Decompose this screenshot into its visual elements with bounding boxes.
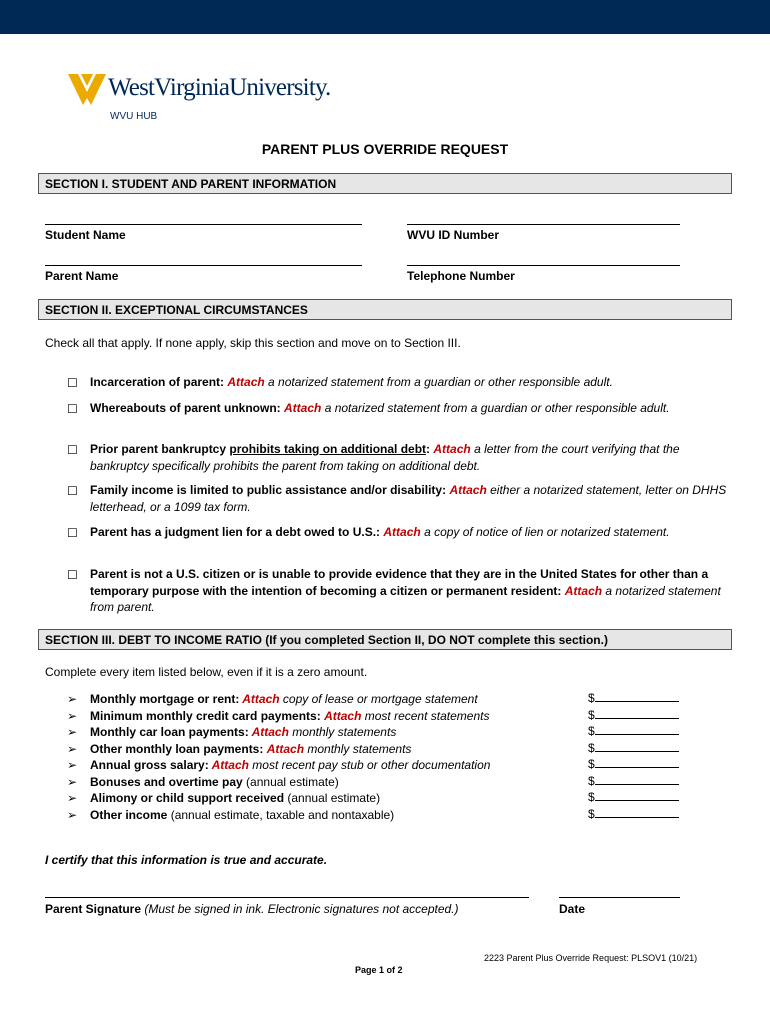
attach-description: a notarized statement from a guardian or other responsible adult. [321,401,670,415]
section-3-heading: SECTION III. DEBT TO INCOME RATIO (If you completed Section II, DO NOT complete this section.) [38,629,732,650]
section-3-instructions: Complete every item listed below, even if it is a zero amount. [45,665,368,679]
page-title: PARENT PLUS OVERRIDE REQUEST [261,141,509,157]
income-description: most recent statements [361,708,490,723]
separator: : [276,401,285,415]
form-id: 2223 Parent Plus Override Request: PLSOV1 (10/21) [484,953,698,963]
attach-label: Attach [564,583,603,598]
income-title: Alimony or child support received [90,791,285,805]
circumstance-item [67,524,731,541]
attach-label: Attach [208,758,249,772]
amount-blank[interactable] [595,790,679,801]
circumstance-title: Whereabouts of parent unknown [90,401,277,415]
section-2-heading: SECTION II. EXCEPTIONAL CIRCUMSTANCES [38,299,732,320]
amount-blank[interactable] [595,741,679,752]
circumstance-text [90,524,731,541]
amount-field[interactable] [588,807,679,821]
wvu-logo [68,70,331,130]
section-1-heading: SECTION I. STUDENT AND PARENT INFORMATION [38,173,732,194]
circumstance-text [90,400,731,417]
amount-field[interactable] [588,790,679,804]
attach-label: Attach [239,692,280,706]
attach-label: Attach [284,401,322,415]
attach-description: a copy of notice of lien or notarized statement. [420,525,670,539]
amount-field[interactable] [588,741,679,755]
page-number: Page 1 of 2 [355,965,403,975]
bullet-arrow-icon: ➢ [67,807,78,822]
income-title: Monthly car loan payments: [90,725,249,739]
dollar-sign: $ [588,790,595,804]
dollar-sign: $ [588,707,595,722]
attach-label: Attach [324,708,362,723]
separator: : [376,525,384,539]
bullet-arrow-icon: ➢ [67,708,78,723]
amount-blank[interactable] [595,807,679,818]
income-item [67,724,396,741]
attach-label: Attach [433,442,471,456]
attach-label: Attach [266,741,305,756]
checkbox[interactable]: ☐ [67,443,78,457]
amount-blank[interactable] [595,691,679,702]
income-title: Other monthly loan payments [90,741,260,756]
dollar-sign: $ [588,773,595,788]
bullet-arrow-icon: ➢ [67,725,78,739]
separator: : [316,708,325,723]
income-item [67,807,394,824]
amount-blank[interactable] [595,708,679,719]
income-item [67,774,339,791]
separator: : [259,741,267,756]
parent-name-line[interactable] [45,265,362,266]
certify-statement: I certify that this information is true and accurate. [45,853,328,867]
circumstance-title: Parent is not a U.S. citizen or is unable to provide evidence that they are in the United States for other than a temporary purpose with the intention of becoming a citizen or permanent resident: [90,567,709,598]
separator: : [426,442,434,456]
signature-label: Parent Signature (Must be signed in ink. Electronic signatures not accepted.) [45,902,459,916]
bullet-arrow-icon: ➢ [67,791,78,805]
income-title: Other income [90,807,168,822]
university-name: WestVirginiaUniversity. [108,74,331,101]
income-item [67,691,478,708]
amount-field[interactable] [588,708,679,722]
circumstance-title: Parent has a judgment lien for a debt owed to U.S. [90,525,377,539]
top-banner [0,0,770,34]
attach-label: Attach [449,483,487,497]
income-title: Minimum monthly credit card payments [90,708,317,723]
amount-blank[interactable] [595,724,679,735]
checkbox[interactable]: ☐ [67,568,78,582]
income-item [67,708,489,725]
wvu-hub-label: WVU HUB [110,111,158,122]
dollar-sign: $ [588,740,595,755]
bullet-arrow-icon: ➢ [67,692,78,706]
circumstance-item [67,482,731,515]
income-description: monthly statements [304,741,412,756]
checkbox[interactable]: ☐ [67,484,78,498]
circumstance-text [90,374,731,391]
section-2-instructions: Check all that apply. If none apply, skip this section and move on to Section III. [45,336,461,350]
circumstance-item [67,566,731,616]
circumstance-title: Family income is limited to public assistance and/or disability [90,483,443,497]
income-item [67,790,380,807]
attach-description: a notarized statement from a guardian or other responsible adult. [264,375,613,389]
circumstance-emphasis: prohibits taking on additional debt [229,442,427,456]
bullet-arrow-icon: ➢ [67,774,78,789]
separator: : [220,375,228,389]
attach-description: a notarized statement from parent. [90,583,721,614]
wvu-id-line[interactable] [407,224,680,225]
income-title: Monthly mortgage or rent: [90,692,240,706]
dollar-sign: $ [588,724,595,738]
income-item [67,741,411,758]
amount-blank[interactable] [595,757,679,768]
checkbox[interactable]: ☐ [67,402,78,416]
attach-description: either a notarized statement, letter on DHHS letterhead, or a 1099 tax form. [90,483,727,514]
signature-note: (Must be signed in ink. Electronic signatures not accepted.) [141,902,459,916]
student-name-line[interactable] [45,224,362,225]
circumstance-text [90,441,731,474]
parent-name-label: Parent Name [45,269,119,283]
student-name-label: Student Name [45,228,126,242]
amount-field[interactable] [588,724,679,738]
amount-field[interactable] [588,774,679,788]
amount-field[interactable] [588,691,679,705]
bullet-arrow-icon: ➢ [67,758,78,772]
checkbox[interactable]: ☐ [67,526,78,540]
income-item [67,757,490,774]
income-description: (annual estimate) [242,774,339,789]
circumstance-text [90,482,731,515]
flying-wv-icon [68,72,106,108]
separator: : [442,483,450,497]
income-title: Bonuses and overtime pay [90,774,243,789]
circumstance-item [67,441,731,474]
circumstance-text [90,566,731,616]
attach-description: a letter from the court verifying that the bankruptcy specifically prohibits the parent from taking on additional debt. [90,442,680,473]
income-description: most recent pay stub or other documentation [248,758,491,772]
circumstance-item [67,374,731,391]
attach-label: Attach [248,725,289,739]
signature-line[interactable] [45,897,529,898]
telephone-line[interactable] [407,265,680,266]
circumstance-title: Prior parent bankruptcy [90,442,230,456]
checkbox[interactable]: ☐ [67,376,78,390]
income-description: monthly statements [288,725,397,739]
date-line[interactable] [559,897,680,898]
circumstance-item [67,400,731,417]
telephone-label: Telephone Number [407,269,515,283]
circumstance-title: Incarceration of parent [90,375,221,389]
date-label: Date [559,902,586,916]
bullet-arrow-icon: ➢ [67,741,78,756]
amount-field[interactable] [588,757,679,771]
wvu-id-label: WVU ID Number [407,228,500,242]
income-description: (annual estimate, taxable and nontaxable) [167,807,395,822]
attach-label: Attach [383,525,421,539]
dollar-sign: $ [588,691,595,705]
attach-label: Attach [227,375,265,389]
dollar-sign: $ [588,806,595,821]
dollar-sign: $ [588,757,595,771]
income-description: copy of lease or mortgage statement [279,692,478,706]
income-description: (annual estimate) [284,791,381,805]
income-title: Annual gross salary: [90,758,209,772]
amount-blank[interactable] [595,774,679,785]
